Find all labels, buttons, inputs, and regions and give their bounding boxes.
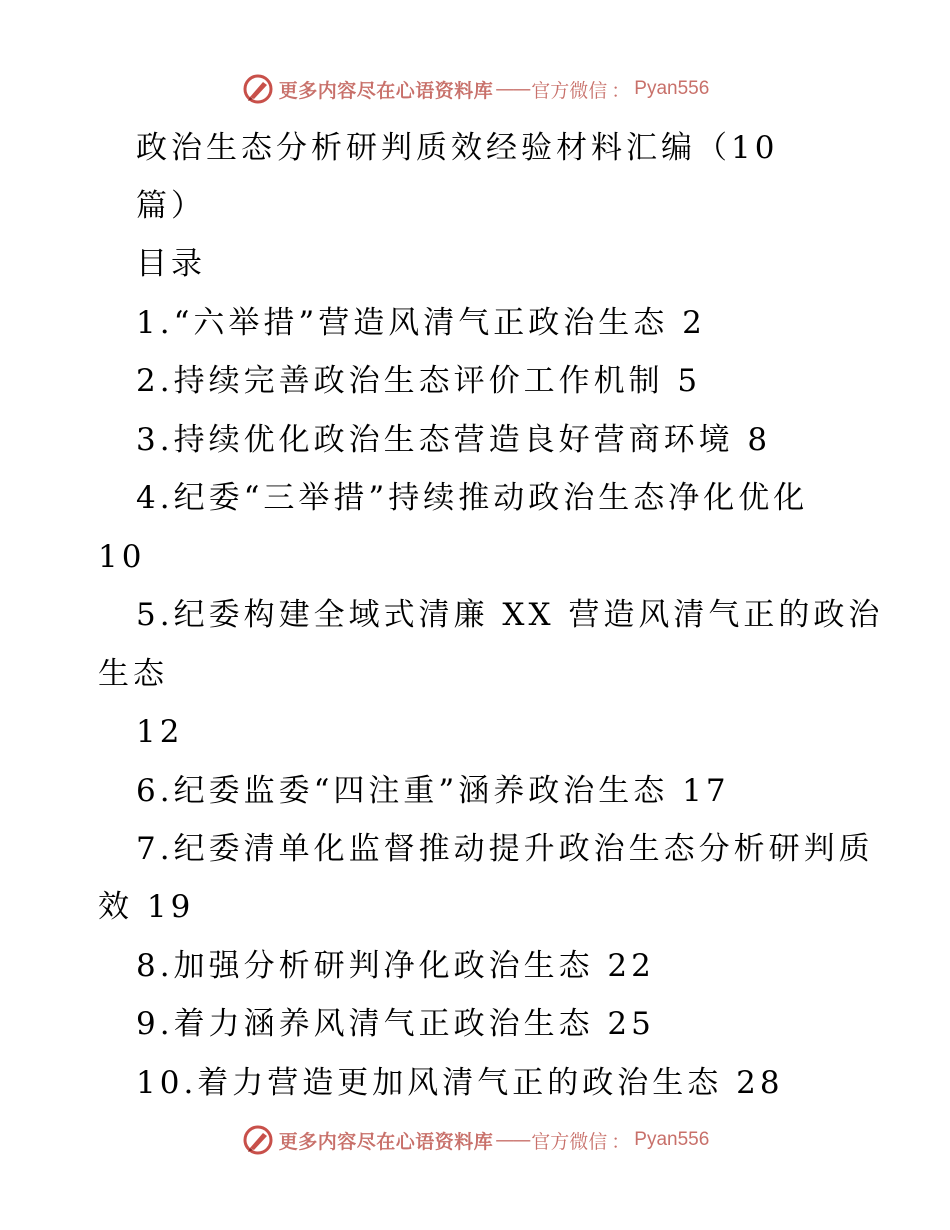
footer-watermark xyxy=(0,1123,950,1157)
watermark-official-label: 官方微信 xyxy=(531,1130,608,1153)
watermark-dash: —— xyxy=(495,1129,530,1151)
document-title-line-2: 篇） xyxy=(136,188,206,224)
pen-logo-icon xyxy=(241,1123,275,1157)
toc-item-continuation: 生态 xyxy=(98,656,168,692)
watermark-main-text: 更多内容尽在心语资料库 xyxy=(278,1130,494,1153)
watermark-dash: —— xyxy=(495,78,530,100)
toc-item: 10.着力营造更加风清气正的政治生态 28 xyxy=(136,1065,784,1101)
header-watermark xyxy=(0,72,950,106)
toc-item-page: 12 xyxy=(136,714,184,750)
watermark-wechat-id: Pyan556 xyxy=(634,78,710,99)
watermark-main-text: 更多内容尽在心语资料库 xyxy=(278,79,494,102)
toc-heading: 目录 xyxy=(136,246,206,282)
watermark-separator: ： xyxy=(611,79,631,102)
pen-logo-icon xyxy=(241,72,275,106)
document-title-line-1: 政治生态分析研判质效经验材料汇编（10 xyxy=(136,130,779,166)
toc-item: 4.纪委“三举措”持续推动政治生态净化优化 xyxy=(136,480,809,516)
toc-item: 1.“六举措”营造风清气正政治生态 2 xyxy=(136,305,706,341)
toc-item: 7.纪委清单化监督推动提升政治生态分析研判质 xyxy=(136,831,874,867)
watermark-official-label: 官方微信 xyxy=(531,79,608,102)
watermark-separator: ： xyxy=(611,1130,631,1153)
toc-item: 8.加强分析研判净化政治生态 22 xyxy=(136,948,655,984)
toc-item: 9.着力涵养风清气正政治生态 25 xyxy=(136,1006,655,1042)
toc-item-continuation: 10 xyxy=(98,539,146,575)
watermark-wechat-id: Pyan556 xyxy=(634,1129,710,1150)
toc-item: 5.纪委构建全域式清廉 XX 营造风清气正的政治 xyxy=(136,597,884,633)
toc-item-continuation: 效 19 xyxy=(98,889,195,925)
toc-item: 6.纪委监委“四注重”涵养政治生态 17 xyxy=(136,773,730,809)
toc-item: 3.持续优化政治生态营造良好营商环境 8 xyxy=(136,422,772,458)
toc-item: 2.持续完善政治生态评价工作机制 5 xyxy=(136,363,702,399)
